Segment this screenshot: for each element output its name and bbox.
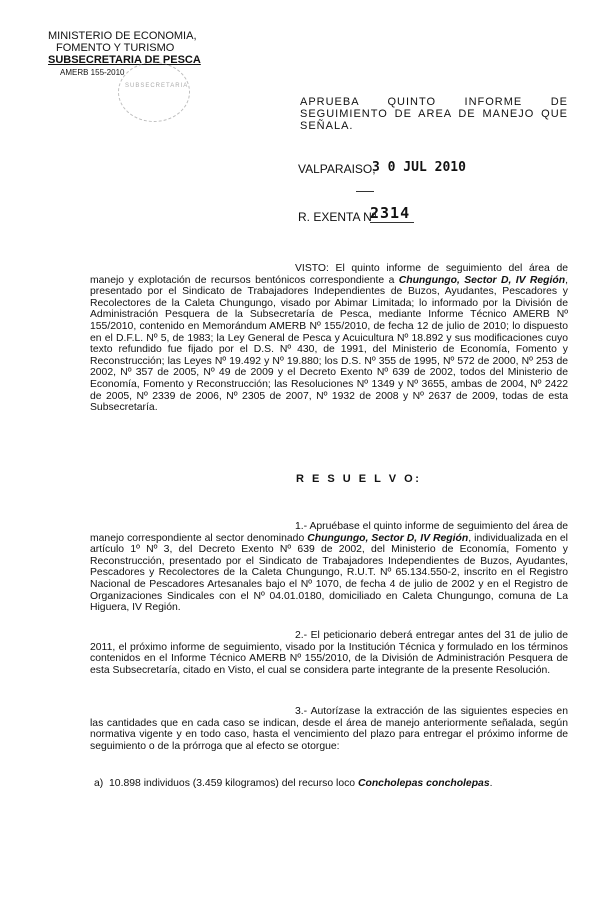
date-stamp: 3 0 JUL 2010 bbox=[372, 160, 466, 175]
article-3-lead: 3.- Autorízase la extracción de las siguientes bbox=[295, 706, 508, 717]
article-3-body: especies en las cantidades que en cada caso se indican, desde el área de manejo anteriormente señalada, según normativa vigente y en todo caso, hasta el vencimiento del plazo para entregar el próximo informe de seguimiento o de la prórroga que al efecto se otorgue: bbox=[90, 706, 568, 752]
article-1-lead: 1.- Apruébase el quinto informe de seguimiento bbox=[295, 521, 513, 532]
subsecretaria-name: SUBSECRETARIA DE PESCA bbox=[48, 54, 201, 66]
article-2-lead: 2.- El peticionario deberá entregar antes del 31 de bbox=[295, 630, 531, 641]
visto-body: , presentado por el Sindicato de Trabajadores Independientes de Buzos, Ayudantes, Pescadores y Recolectores de la Caleta Chungungo, visado por Abimar Limitada; lo informado por la División de Administración Pesquera de la Subsecretaría de Pesca, mediante Informe Técnico AMERB Nº 155/2010, contenido en Memorándum AMERB Nº 155/2010, de fecha 12 de julio de 2010; lo dispuesto en el D.F.L. Nº 5, de 1983; la Ley General de Pesca y Acuicultura Nº 18.892 y sus modificaciones cuyo texto refundido fue fijado por el D.S. Nº 430, de 1991, del Ministerio de Economía, Fomento y Reconstrucción; las Leyes Nº 19.492 y Nº 19.880; los D.S. Nº 355 de 1995, Nº 572 de 2000, Nº 253 de 2002, Nº 357 de 2005, Nº 49 de 2009 y el Decreto Exento Nº 639 de 2002, todos del Ministerio de Economía, Fomento y Reconstrucción; las Resoluciones Nº 1349 y Nº 3655, ambas de 2004, Nº 2422 de 2005, Nº 2339 de 2006, Nº 2305 de 2007, Nº 1932 de 2008 y Nº 2637 de 2009, todas de esta Subsecretaría. bbox=[90, 274, 568, 414]
species-item-a bbox=[94, 778, 493, 789]
item-marker: a) bbox=[94, 778, 104, 789]
ministry-subname: FOMENTO Y TURISMO bbox=[56, 42, 175, 54]
exenta-number: 2314 bbox=[370, 204, 411, 222]
visto-sector: Chungungo, Sector D, IV Región bbox=[398, 274, 566, 286]
article-2 bbox=[90, 630, 568, 676]
official-seal-stamp: SUBSECRETARIA bbox=[118, 62, 190, 122]
exenta-underline bbox=[370, 222, 414, 223]
visto-section bbox=[90, 263, 568, 414]
article-2-body: julio de 2011, el próximo informe de seguimiento, visado por la Institución Técnica y formulado en los términos contenidos en el Informe Técnico AMERB Nº 155/2010, de la División de Administración Pesquera de esta Subsecretaría, citado en Visto, el cual se considera parte integrante de la presente Resolución. bbox=[90, 630, 568, 676]
resolution-subject: APRUEBA QUINTO INFORME DE SEGUIMIENTO DE AREA DE MANEJO QUE SEÑALA. bbox=[300, 96, 568, 132]
item-text: 10.898 individuos (3.459 kilogramos) del recurso loco bbox=[109, 778, 358, 789]
article-3 bbox=[90, 706, 568, 752]
exenta-label: R. EXENTA Nº bbox=[298, 210, 377, 224]
article-1-intro: del área de manejo correspondiente al sector denominado bbox=[90, 521, 569, 544]
visto-lead: VISTO: El quinto informe de seguimiento del área bbox=[295, 263, 550, 274]
handwritten-dash bbox=[356, 191, 374, 192]
visto-intro: de manejo y explotación de recursos bentónicos correspondiente a bbox=[90, 263, 568, 286]
place-label: VALPARAISO, bbox=[298, 162, 376, 176]
article-1-body: , individualizada en el artículo 1º Nº 3, del Decreto Exento Nº 639 de 2002, del Ministerio de Economía, Fomento y Reconstrucción, presentado por el Sindicato de Trabajadores Independientes de Buzos, Ayudantes, Pescadores y Recolectores de la Caleta Chungungo, R.U.T. Nº 65.134.550-2, inscrito en el Registro Nacional de Pescadores Artesanales bajo el Nº 1070, de fecha 4 de julio de 2002 y en el Registro de Organizaciones Sindicales con el Nº 04.01.0180, domiciliado en Caleta Chungungo, comuna de La Higuera, IV Región. bbox=[90, 532, 568, 614]
article-1 bbox=[90, 521, 568, 614]
species-name: Concholepas concholepas bbox=[357, 778, 490, 789]
item-end: . bbox=[489, 778, 493, 789]
article-1-sector: Chungungo, Sector D, IV Región bbox=[307, 532, 469, 544]
resuelvo-heading: R E S U E L V O: bbox=[296, 473, 422, 485]
reference-code: AMERB 155-2010 bbox=[60, 68, 125, 77]
ministry-name: MINISTERIO DE ECONOMIA, bbox=[48, 30, 197, 42]
